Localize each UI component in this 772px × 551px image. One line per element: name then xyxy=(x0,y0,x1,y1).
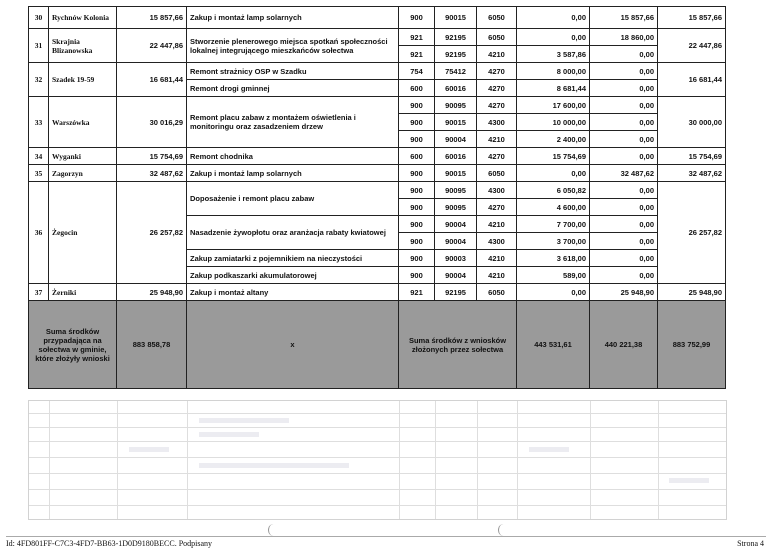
row-number: 36 xyxy=(29,182,49,284)
row-total: 25 948,90 xyxy=(658,284,726,301)
table-row xyxy=(29,165,726,182)
allocated-amount: 26 257,82 xyxy=(117,182,187,284)
current-expense: 17 600,00 xyxy=(517,97,590,114)
current-expense: 3 587,86 xyxy=(517,46,590,63)
punch-mark xyxy=(498,524,509,536)
paragraf-code: 6050 xyxy=(477,7,517,29)
paragraf-code: 4210 xyxy=(477,46,517,63)
summary-row xyxy=(29,301,726,389)
capital-expense: 32 487,62 xyxy=(590,165,658,182)
table-row xyxy=(29,182,726,199)
solectwo-name: Żegocin xyxy=(49,182,117,284)
table-body xyxy=(29,7,726,389)
capital-expense: 0,00 xyxy=(590,148,658,165)
task-description: Zakup i montaż lamp solarnych xyxy=(187,165,399,182)
current-expense: 6 050,82 xyxy=(517,182,590,199)
paragraf-code: 4300 xyxy=(477,233,517,250)
rozdzial-code: 90095 xyxy=(435,182,477,199)
table-row xyxy=(29,148,726,165)
capital-expense: 0,00 xyxy=(590,182,658,199)
rozdzial-code: 90015 xyxy=(435,165,477,182)
row-total: 15 754,69 xyxy=(658,148,726,165)
row-number: 35 xyxy=(29,165,49,182)
dzial-code: 900 xyxy=(399,233,435,250)
table-row xyxy=(29,7,726,29)
task-description: Remont chodnika xyxy=(187,148,399,165)
task-description: Zakup i montaż lamp solarnych xyxy=(187,7,399,29)
dzial-code: 900 xyxy=(399,7,435,29)
row-number: 34 xyxy=(29,148,49,165)
current-expense: 4 600,00 xyxy=(517,199,590,216)
current-expense: 7 700,00 xyxy=(517,216,590,233)
capital-expense: 0,00 xyxy=(590,131,658,148)
page-number: Strona 4 xyxy=(737,539,764,548)
current-expense: 2 400,00 xyxy=(517,131,590,148)
task-description: Nasadzenie żywopłotu oraz aranżacja rabaty kwiatowej xyxy=(187,216,399,250)
paragraf-code: 4270 xyxy=(477,80,517,97)
rozdzial-code: 90004 xyxy=(435,233,477,250)
current-expense: 3 618,00 xyxy=(517,250,590,267)
capital-expense: 0,00 xyxy=(590,63,658,80)
task-description: Doposażenie i remont placu zabaw xyxy=(187,182,399,216)
rozdzial-code: 90003 xyxy=(435,250,477,267)
summary-label-requests: Suma środków z wniosków złożonych przez sołectwa xyxy=(399,301,517,389)
capital-expense: 0,00 xyxy=(590,199,658,216)
rozdzial-code: 92195 xyxy=(435,284,477,301)
dzial-code: 900 xyxy=(399,250,435,267)
task-description: Zakup i montaż altany xyxy=(187,284,399,301)
capital-expense: 0,00 xyxy=(590,216,658,233)
rozdzial-code: 90095 xyxy=(435,199,477,216)
dzial-code: 600 xyxy=(399,80,435,97)
allocated-amount: 32 487,62 xyxy=(117,165,187,182)
task-description: Zakup podkaszarki akumulatorowej xyxy=(187,267,399,284)
summary-label: Suma środków przypadająca na sołectwa w gminie, które złożyły wnioski xyxy=(29,301,117,389)
current-expense: 15 754,69 xyxy=(517,148,590,165)
current-expense: 0,00 xyxy=(517,165,590,182)
task-description: Remont drogi gminnej xyxy=(187,80,399,97)
summary-x: x xyxy=(187,301,399,389)
row-total: 26 257,82 xyxy=(658,182,726,284)
row-total: 15 857,66 xyxy=(658,7,726,29)
dzial-code: 900 xyxy=(399,267,435,284)
dzial-code: 900 xyxy=(399,131,435,148)
capital-expense: 18 860,00 xyxy=(590,29,658,46)
row-total: 16 681,44 xyxy=(658,63,726,97)
current-expense: 10 000,00 xyxy=(517,114,590,131)
punch-mark xyxy=(268,524,279,536)
allocated-amount: 25 948,90 xyxy=(117,284,187,301)
rozdzial-code: 90004 xyxy=(435,216,477,233)
dzial-code: 600 xyxy=(399,148,435,165)
paragraf-code: 6050 xyxy=(477,284,517,301)
dzial-code: 900 xyxy=(399,182,435,199)
bleed-through-ghost xyxy=(28,400,727,520)
solectwo-name: Rychnów Kolonia xyxy=(49,7,117,29)
solectwo-name: Skrajnia Blizanowska xyxy=(49,29,117,63)
rozdzial-code: 75412 xyxy=(435,63,477,80)
dzial-code: 921 xyxy=(399,284,435,301)
paragraf-code: 4270 xyxy=(477,63,517,80)
capital-expense: 25 948,90 xyxy=(590,284,658,301)
row-total: 30 000,00 xyxy=(658,97,726,148)
current-expense: 8 681,44 xyxy=(517,80,590,97)
allocated-amount: 16 681,44 xyxy=(117,63,187,97)
table-row xyxy=(29,284,726,301)
row-number: 33 xyxy=(29,97,49,148)
rozdzial-code: 92195 xyxy=(435,29,477,46)
row-total: 32 487,62 xyxy=(658,165,726,182)
solectwo-name: Wyganki xyxy=(49,148,117,165)
capital-expense: 0,00 xyxy=(590,80,658,97)
paragraf-code: 4270 xyxy=(477,148,517,165)
capital-expense: 15 857,66 xyxy=(590,7,658,29)
allocated-amount: 15 754,69 xyxy=(117,148,187,165)
paragraf-code: 4210 xyxy=(477,216,517,233)
dzial-code: 900 xyxy=(399,165,435,182)
solectwo-fund-table xyxy=(28,6,726,389)
paragraf-code: 4300 xyxy=(477,182,517,199)
task-description: Remont placu zabaw z montażem oświetlenia i monitoringu oraz zasadzeniem drzew xyxy=(187,97,399,148)
paragraf-code: 4210 xyxy=(477,267,517,284)
table-row xyxy=(29,29,726,46)
capital-expense: 0,00 xyxy=(590,233,658,250)
task-description: Zakup zamiatarki z pojemnikiem na nieczystości xyxy=(187,250,399,267)
solectwo-name: Żerniki xyxy=(49,284,117,301)
rozdzial-code: 92195 xyxy=(435,46,477,63)
current-expense: 8 000,00 xyxy=(517,63,590,80)
dzial-code: 754 xyxy=(399,63,435,80)
paragraf-code: 4210 xyxy=(477,131,517,148)
solectwo-name: Warszówka xyxy=(49,97,117,148)
row-number: 37 xyxy=(29,284,49,301)
rozdzial-code: 60016 xyxy=(435,148,477,165)
rozdzial-code: 90015 xyxy=(435,114,477,131)
rozdzial-code: 90095 xyxy=(435,97,477,114)
rozdzial-code: 90004 xyxy=(435,267,477,284)
allocated-amount: 15 857,66 xyxy=(117,7,187,29)
allocated-amount: 22 447,86 xyxy=(117,29,187,63)
capital-expense: 0,00 xyxy=(590,97,658,114)
current-expense: 3 700,00 xyxy=(517,233,590,250)
current-expense: 0,00 xyxy=(517,7,590,29)
dzial-code: 921 xyxy=(399,46,435,63)
paragraf-code: 4270 xyxy=(477,97,517,114)
dzial-code: 900 xyxy=(399,97,435,114)
current-expense: 589,00 xyxy=(517,267,590,284)
current-expense: 0,00 xyxy=(517,284,590,301)
table-row xyxy=(29,97,726,114)
capital-expense: 0,00 xyxy=(590,114,658,131)
document-id: Id: 4FD801FF-C7C3-4FD7-BB63-1D0D9180BECC. Podpisany xyxy=(6,539,213,548)
summary-amount: 883 858,78 xyxy=(117,301,187,389)
table-row xyxy=(29,63,726,80)
capital-expense: 0,00 xyxy=(590,250,658,267)
rozdzial-code: 60016 xyxy=(435,80,477,97)
row-number: 31 xyxy=(29,29,49,63)
capital-expense: 0,00 xyxy=(590,46,658,63)
paragraf-code: 6050 xyxy=(477,165,517,182)
dzial-code: 900 xyxy=(399,216,435,233)
solectwo-name: Zagorzyn xyxy=(49,165,117,182)
footer-rule xyxy=(6,536,766,537)
summary-capital: 440 221,38 xyxy=(590,301,658,389)
paragraf-code: 4270 xyxy=(477,199,517,216)
rozdzial-code: 90015 xyxy=(435,7,477,29)
row-number: 30 xyxy=(29,7,49,29)
rozdzial-code: 90004 xyxy=(435,131,477,148)
summary-total: 883 752,99 xyxy=(658,301,726,389)
current-expense: 0,00 xyxy=(517,29,590,46)
allocated-amount: 30 016,29 xyxy=(117,97,187,148)
solectwo-name: Szadek 19-59 xyxy=(49,63,117,97)
task-description: Stworzenie plenerowego miejsca spotkań społeczności lokalnej integrującego mieszkańców sołectwa xyxy=(187,29,399,63)
dzial-code: 900 xyxy=(399,114,435,131)
row-number: 32 xyxy=(29,63,49,97)
paragraf-code: 6050 xyxy=(477,29,517,46)
row-total: 22 447,86 xyxy=(658,29,726,63)
paragraf-code: 4300 xyxy=(477,114,517,131)
paragraf-code: 4210 xyxy=(477,250,517,267)
summary-current: 443 531,61 xyxy=(517,301,590,389)
task-description: Remont strażnicy OSP w Szadku xyxy=(187,63,399,80)
dzial-code: 921 xyxy=(399,29,435,46)
capital-expense: 0,00 xyxy=(590,267,658,284)
dzial-code: 900 xyxy=(399,199,435,216)
